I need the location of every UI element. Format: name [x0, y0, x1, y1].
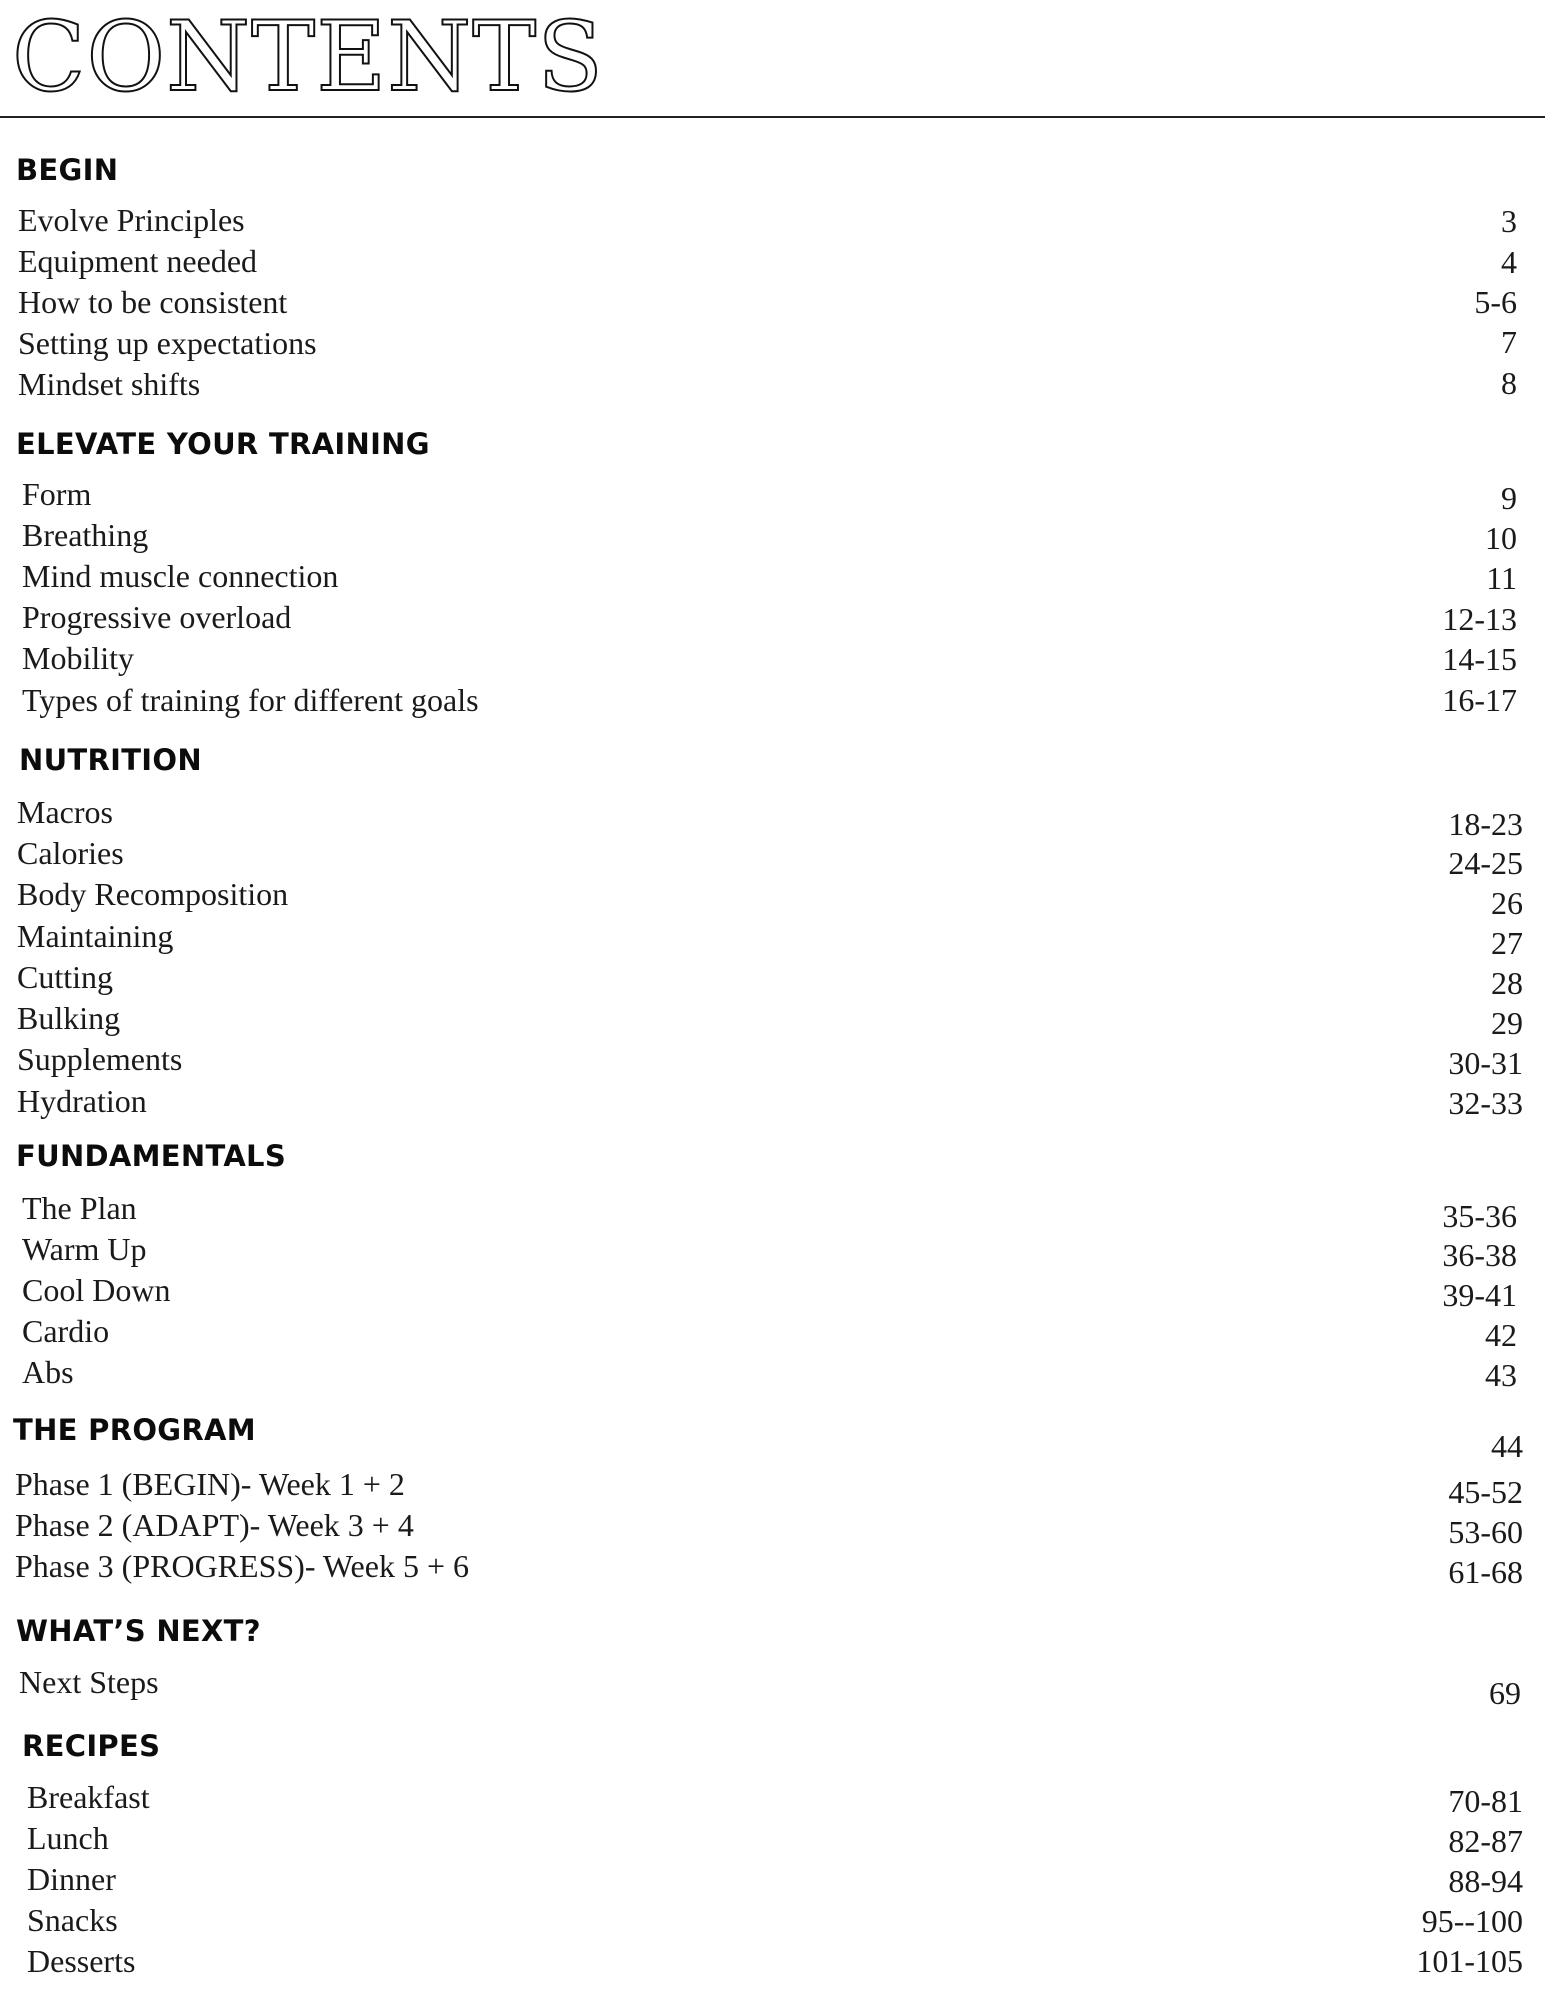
toc-entry-label[interactable]: Bulking	[17, 1000, 121, 1036]
toc-entry-label[interactable]: Types of training for different goals	[22, 682, 479, 718]
toc-entry-label[interactable]: Breakfast	[27, 1779, 150, 1815]
toc-entry-page-number: 82-87	[1448, 1823, 1523, 1859]
toc-entry-page-number: 30-31	[1448, 1045, 1523, 1081]
toc-entry-page-number: 4	[1501, 244, 1517, 280]
toc-entry-page-number: 61-68	[1448, 1554, 1523, 1590]
toc-entry-page-number: 32-33	[1448, 1085, 1523, 1121]
toc-entry-page-number: 28	[1491, 965, 1523, 1001]
toc-entry-page-number: 16-17	[1442, 682, 1517, 718]
toc-entry-label[interactable]: Maintaining	[17, 918, 174, 954]
toc-entry-page-number: 18-23	[1448, 806, 1523, 842]
section-page-number: 44	[1491, 1428, 1523, 1464]
toc-entry-label[interactable]: Phase 2 (ADAPT)- Week 3 + 4	[15, 1507, 414, 1543]
toc-entry-page-number: 45-52	[1448, 1474, 1523, 1510]
toc-entry-label[interactable]: Body Recomposition	[17, 876, 289, 912]
toc-entry-page-number: 9	[1501, 480, 1517, 516]
toc-entry-label[interactable]: Breathing	[22, 517, 149, 553]
toc-entry-label[interactable]: Progressive overload	[22, 599, 292, 635]
toc-entry-label[interactable]: Phase 1 (BEGIN)- Week 1 + 2	[15, 1466, 405, 1502]
toc-entry-page-number: 27	[1491, 925, 1523, 961]
toc-entry-page-number: 5-6	[1474, 284, 1517, 320]
toc-entry-page-number: 101-105	[1416, 1943, 1523, 1979]
toc-entry-label[interactable]: Supplements	[17, 1041, 183, 1077]
toc-entry-label[interactable]: Abs	[22, 1354, 74, 1390]
toc-entry-page-number: 3	[1501, 203, 1517, 239]
toc-entry-label[interactable]: Mindset shifts	[18, 366, 201, 402]
section-heading: ELEVATE YOUR TRAINING	[16, 427, 430, 461]
title-divider	[0, 116, 1545, 118]
toc-entry-label[interactable]: Phase 3 (PROGRESS)- Week 5 + 6	[15, 1548, 469, 1584]
toc-entry-page-number: 88-94	[1448, 1863, 1523, 1899]
section-heading: WHAT’S NEXT?	[16, 1614, 261, 1648]
toc-entry-label[interactable]: Dinner	[27, 1861, 116, 1897]
toc-entry-label[interactable]: Form	[22, 476, 92, 512]
toc-entry-label[interactable]: Next Steps	[19, 1664, 159, 1700]
toc-entry-label[interactable]: Mobility	[22, 640, 135, 676]
toc-entry-label[interactable]: Lunch	[27, 1820, 109, 1856]
toc-entry-page-number: 53-60	[1448, 1514, 1523, 1550]
toc-entry-page-number: 26	[1491, 885, 1523, 921]
toc-entry-page-number: 14-15	[1442, 641, 1517, 677]
section-heading: BEGIN	[16, 153, 119, 187]
toc-entry-page-number: 8	[1501, 365, 1517, 401]
toc-entry-label[interactable]: Calories	[17, 835, 124, 871]
toc-entry-page-number: 69	[1489, 1675, 1521, 1711]
toc-entry-label[interactable]: Hydration	[17, 1083, 147, 1119]
toc-entry-page-number: 95--100	[1421, 1903, 1523, 1939]
toc-entry-label[interactable]: Evolve Principles	[18, 202, 245, 238]
toc-entry-page-number: 24-25	[1448, 845, 1523, 881]
toc-entry-label[interactable]: Warm Up	[22, 1231, 147, 1267]
toc-entry-label[interactable]: Cool Down	[22, 1272, 171, 1308]
toc-entry-label[interactable]: Cardio	[22, 1313, 110, 1349]
toc-entry-label[interactable]: Mind muscle connection	[22, 558, 339, 594]
section-heading: FUNDAMENTALS	[16, 1139, 287, 1173]
toc-entry-label[interactable]: The Plan	[22, 1190, 137, 1226]
toc-entry-label[interactable]: Cutting	[17, 959, 114, 995]
toc-entry-page-number: 36-38	[1442, 1237, 1517, 1273]
toc-entry-label[interactable]: Macros	[17, 794, 113, 830]
toc-entry-label[interactable]: Equipment needed	[18, 243, 258, 279]
toc-entry-label[interactable]: Desserts	[27, 1943, 136, 1979]
toc-entry-page-number: 12-13	[1442, 601, 1517, 637]
toc-entry-page-number: 42	[1485, 1317, 1517, 1353]
section-heading: RECIPES	[22, 1729, 161, 1763]
toc-entry-page-number: 39-41	[1442, 1277, 1517, 1313]
section-heading: THE PROGRAM	[13, 1413, 256, 1447]
toc-entry-page-number: 70-81	[1448, 1783, 1523, 1819]
toc-entry-page-number: 35-36	[1442, 1198, 1517, 1234]
toc-entry-page-number: 29	[1491, 1005, 1523, 1041]
toc-entry-label[interactable]: Snacks	[27, 1902, 118, 1938]
page-title: CONTENTS	[12, 1, 605, 113]
toc-entry-label[interactable]: Setting up expectations	[18, 325, 317, 361]
toc-entry-label[interactable]: How to be consistent	[18, 284, 288, 320]
section-heading: NUTRITION	[19, 743, 202, 777]
toc-entry-page-number: 7	[1501, 324, 1517, 360]
toc-entry-page-number: 11	[1486, 560, 1517, 596]
toc-entry-page-number: 43	[1485, 1357, 1517, 1393]
toc-entry-page-number: 10	[1485, 520, 1517, 556]
